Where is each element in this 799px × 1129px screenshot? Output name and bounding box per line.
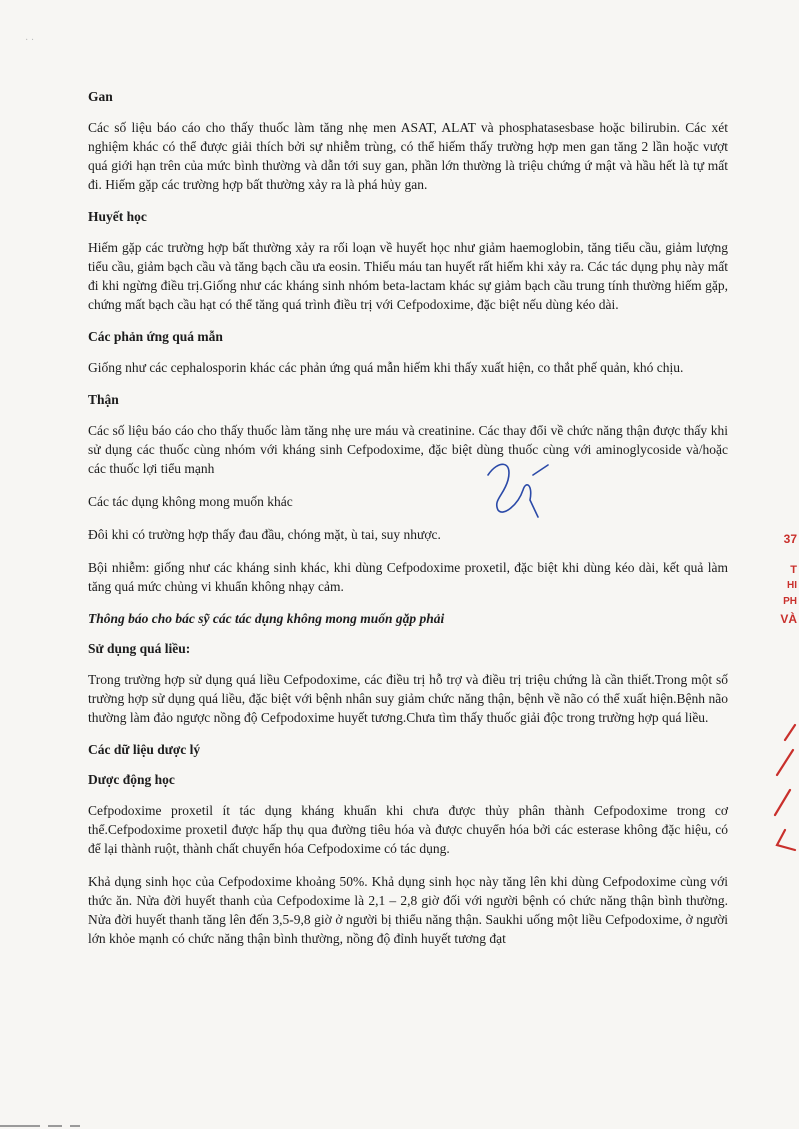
paragraph-qua-man: Giống như các cephalosporin khác các phản ứng quá mẫn hiếm khi thấy xuất hiện, co thắt phế quản, khó chịu. bbox=[88, 360, 684, 375]
margin-mark-1: 37 bbox=[783, 532, 797, 546]
heading-gan: Gan bbox=[88, 89, 113, 104]
paragraph-huyet-hoc: Hiếm gặp các trường hợp bất thường xảy ra rối loạn về huyết học như giảm haemoglobin, tăng tiểu cầu, giảm lượng tiểu cầu, giảm bạch cầu và tăng bạch cầu ưa eosin. Thiếu máu tan huyết rất hiếm khi xảy ra. Các tác dụng phụ này mất đi khi ngừng điều trị.Giống như các kháng sinh nhóm beta-lactam khác sự giảm bạch cầu trung tính thường hiếm gặp, chứng mất bạch cầu hạt có thể tăng quá trình điều trị với Cefpodoxime, đặc biệt nếu dùng kéo dài. bbox=[88, 240, 728, 312]
paragraph-gan: Các số liệu báo cáo cho thấy thuốc làm tăng nhẹ men ASAT, ALAT và phosphatasesbase hoặc bilirubin. Các xét nghiệm khác có thể được giải thích bởi sự nhiễm trùng, có thể hiếm thấy trường hợp men gan tăng 2 lần hoặc vượt quá giới hạn trên của mức bình thường và dẫn tới suy gan, phần lớn thường là triệu chứng ứ mật và hầu hết là tự mất đi. Hiếm gặp các trường hợp bất thường xảy ra là phá hủy gan. bbox=[88, 120, 728, 192]
heading-qua-lieu: Sử dụng quá liều: bbox=[88, 641, 191, 656]
paragraph-kha-dung: Khả dụng sinh học của Cefpodoxime khoảng 50%. Khả dụng sinh học này tăng lên khi dùng Cefpodoxime cùng với thức ăn. Nửa đời huyết thanh của Cefpodoxime là 2,1 – 2,8 giờ đối với người bệnh có chức năng thận bình thường. Nửa đời huyết thanh tăng lên đến 3,5-9,8 giờ ở người bị thiểu năng thận. Saukhi uống một liều Cefpodoxime, ở người lớn khỏe mạnh có chức năng thận bình thường, nồng độ đỉnh huyết tương đạt bbox=[88, 874, 728, 946]
margin-stamp-fragment bbox=[763, 520, 799, 860]
paragraph-than: Các số liệu báo cáo cho thấy thuốc làm tăng nhẹ ure máu và creatinine. Các thay đổi về chức năng thận được thấy khi sử dụng các thuốc cùng nhóm với kháng sinh Cefpodoxime, đặc biệt dùng thuốc cùng với aminoglycoside và/hoặc các thuốc lợi tiểu mạnh bbox=[88, 423, 728, 476]
scan-speck: · · bbox=[25, 35, 35, 46]
margin-mark-2: T bbox=[790, 564, 797, 576]
heading-thong-bao: Thông báo cho bác sỹ các tác dụng không mong muốn gặp phải bbox=[88, 611, 445, 626]
heading-huyet-hoc: Huyết học bbox=[88, 209, 147, 224]
margin-mark-5: VÀ bbox=[780, 612, 797, 626]
scan-bottom-edge bbox=[0, 1123, 799, 1129]
paragraph-doi-khi: Đôi khi có trường hợp thấy đau đầu, chóng mặt, ù tai, suy nhược. bbox=[88, 527, 441, 542]
heading-du-lieu-duoc-ly: Các dữ liệu dược lý bbox=[88, 742, 201, 757]
margin-mark-4: PH bbox=[783, 596, 797, 607]
heading-duoc-dong-hoc: Dược động học bbox=[88, 772, 175, 787]
document-body bbox=[88, 88, 728, 962]
margin-stamp-arc bbox=[765, 720, 799, 860]
heading-than: Thận bbox=[88, 392, 119, 407]
paragraph-khong-mong-muon: Các tác dụng không mong muốn khác bbox=[88, 494, 293, 509]
paragraph-qua-lieu: Trong trường hợp sử dụng quá liều Cefpodoxime, các điều trị hỗ trợ và điều trị triệu chứng là cần thiết.Trong một số trường hợp sử dụng quá liều, đặc biệt với bệnh nhân suy giảm chức năng thận, bệnh về não có thể xuất hiện.Bệnh não thường làm đảo ngược nồng độ Cefpodoxime huyết tương.Chưa tìm thấy thuốc giải độc trong trường hợp quá liều. bbox=[88, 672, 728, 725]
paragraph-duoc-dong-hoc: Cefpodoxime proxetil ít tác dụng kháng khuẩn khi chưa được thủy phân thành Cefpodoxime trong cơ thể.Cefpodoxime proxetil được hấp thụ qua đường tiêu hóa và được chuyển hóa bởi các esterase không đặc hiệu, có để lại thành ruột, thành chất chuyển hóa Cefpodoxime có tác dụng. bbox=[88, 803, 728, 856]
margin-mark-3: HI bbox=[787, 580, 797, 591]
heading-qua-man: Các phản ứng quá mẫn bbox=[88, 329, 223, 344]
paragraph-boi-nhiem: Bội nhiễm: giống như các kháng sinh khác, khi dùng Cefpodoxime proxetil, đặc biệt khi dùng kéo dài, kết quả làm tăng quá mức chủng vi khuẩn không nhạy cảm. bbox=[88, 560, 728, 594]
